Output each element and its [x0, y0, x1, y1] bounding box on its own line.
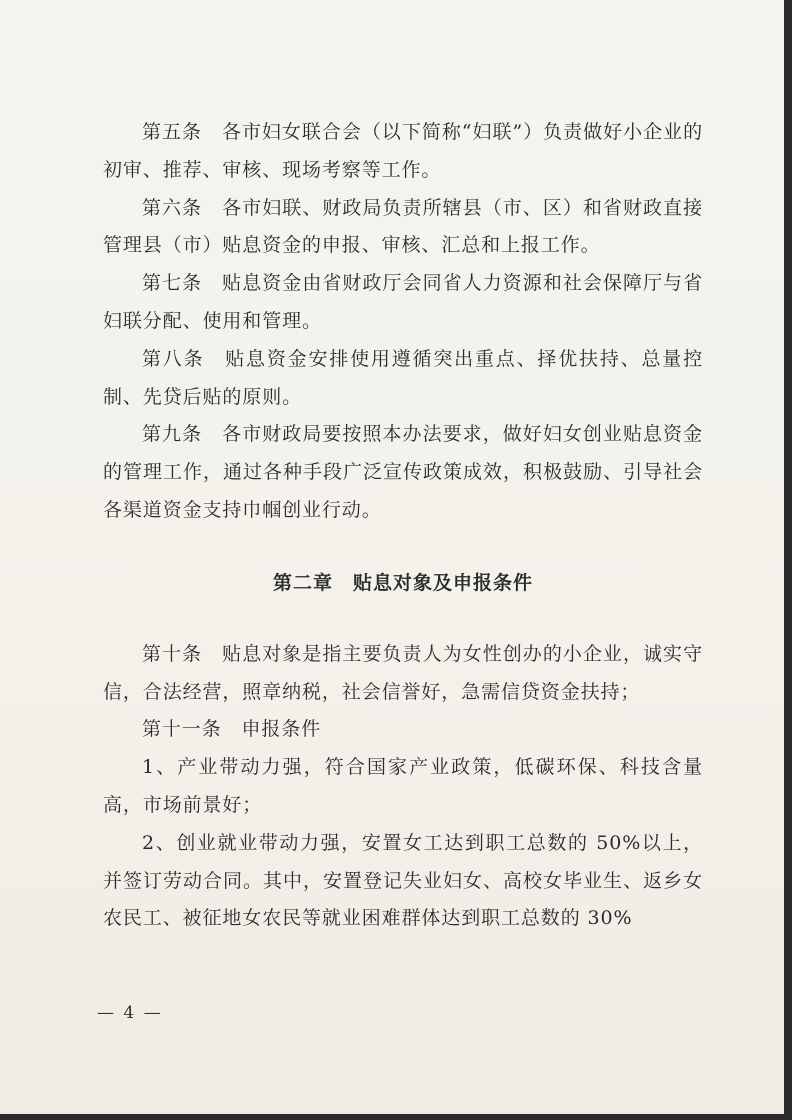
article-6: 第六条 各市妇联、财政局负责所辖县（市、区）和省财政直接管理县（市）贴息资金的申报、审核、汇总和上报工作。: [103, 196, 703, 257]
chapter-title: 第二章 贴息对象及申报条件: [272, 571, 533, 594]
document-body: [103, 114, 703, 938]
article-11: 第十一条 申报条件: [142, 718, 322, 741]
condition-1: 1、产业带动力强，符合国家产业政策，低碳环保、科技含量高，市场前景好；: [103, 756, 703, 816]
article-7: 第七条 贴息资金由省财政厅会同省人力资源和社会保障厅与省妇联分配、使用和管理。: [103, 272, 703, 332]
article-9: 第九条 各市财政局要按照本办法要求，做好妇女创业贴息资金的管理工作，通过各种手段广泛宣传政策成效，积极鼓励、引导社会各渠道资金支持巾帼创业行动。: [103, 423, 703, 521]
condition-2: 2、创业就业带动力强，安置女工达到职工总数的 50%以上，并签订劳动合同。其中，安置登记失业妇女、高校女毕业生、返乡女农民工、被征地女农民等就业困难群体达到职工总数的 30%: [103, 831, 703, 930]
page-number: — 4 —: [97, 1003, 163, 1023]
article-10: 第十条 贴息对象是指主要负责人为女性创办的小企业，诚实守信，合法经营，照章纳税，社会信誉好，急需信贷资金扶持；: [103, 642, 703, 703]
article-5: 第五条 各市妇女联合会（以下简称“妇联”）负责做好小企业的初审、推荐、审核、现场考察等工作。: [103, 121, 703, 181]
article-8: 第八条 贴息资金安排使用遵循突出重点、择优扶持、总量控制、先贷后贴的原则。: [103, 347, 703, 408]
